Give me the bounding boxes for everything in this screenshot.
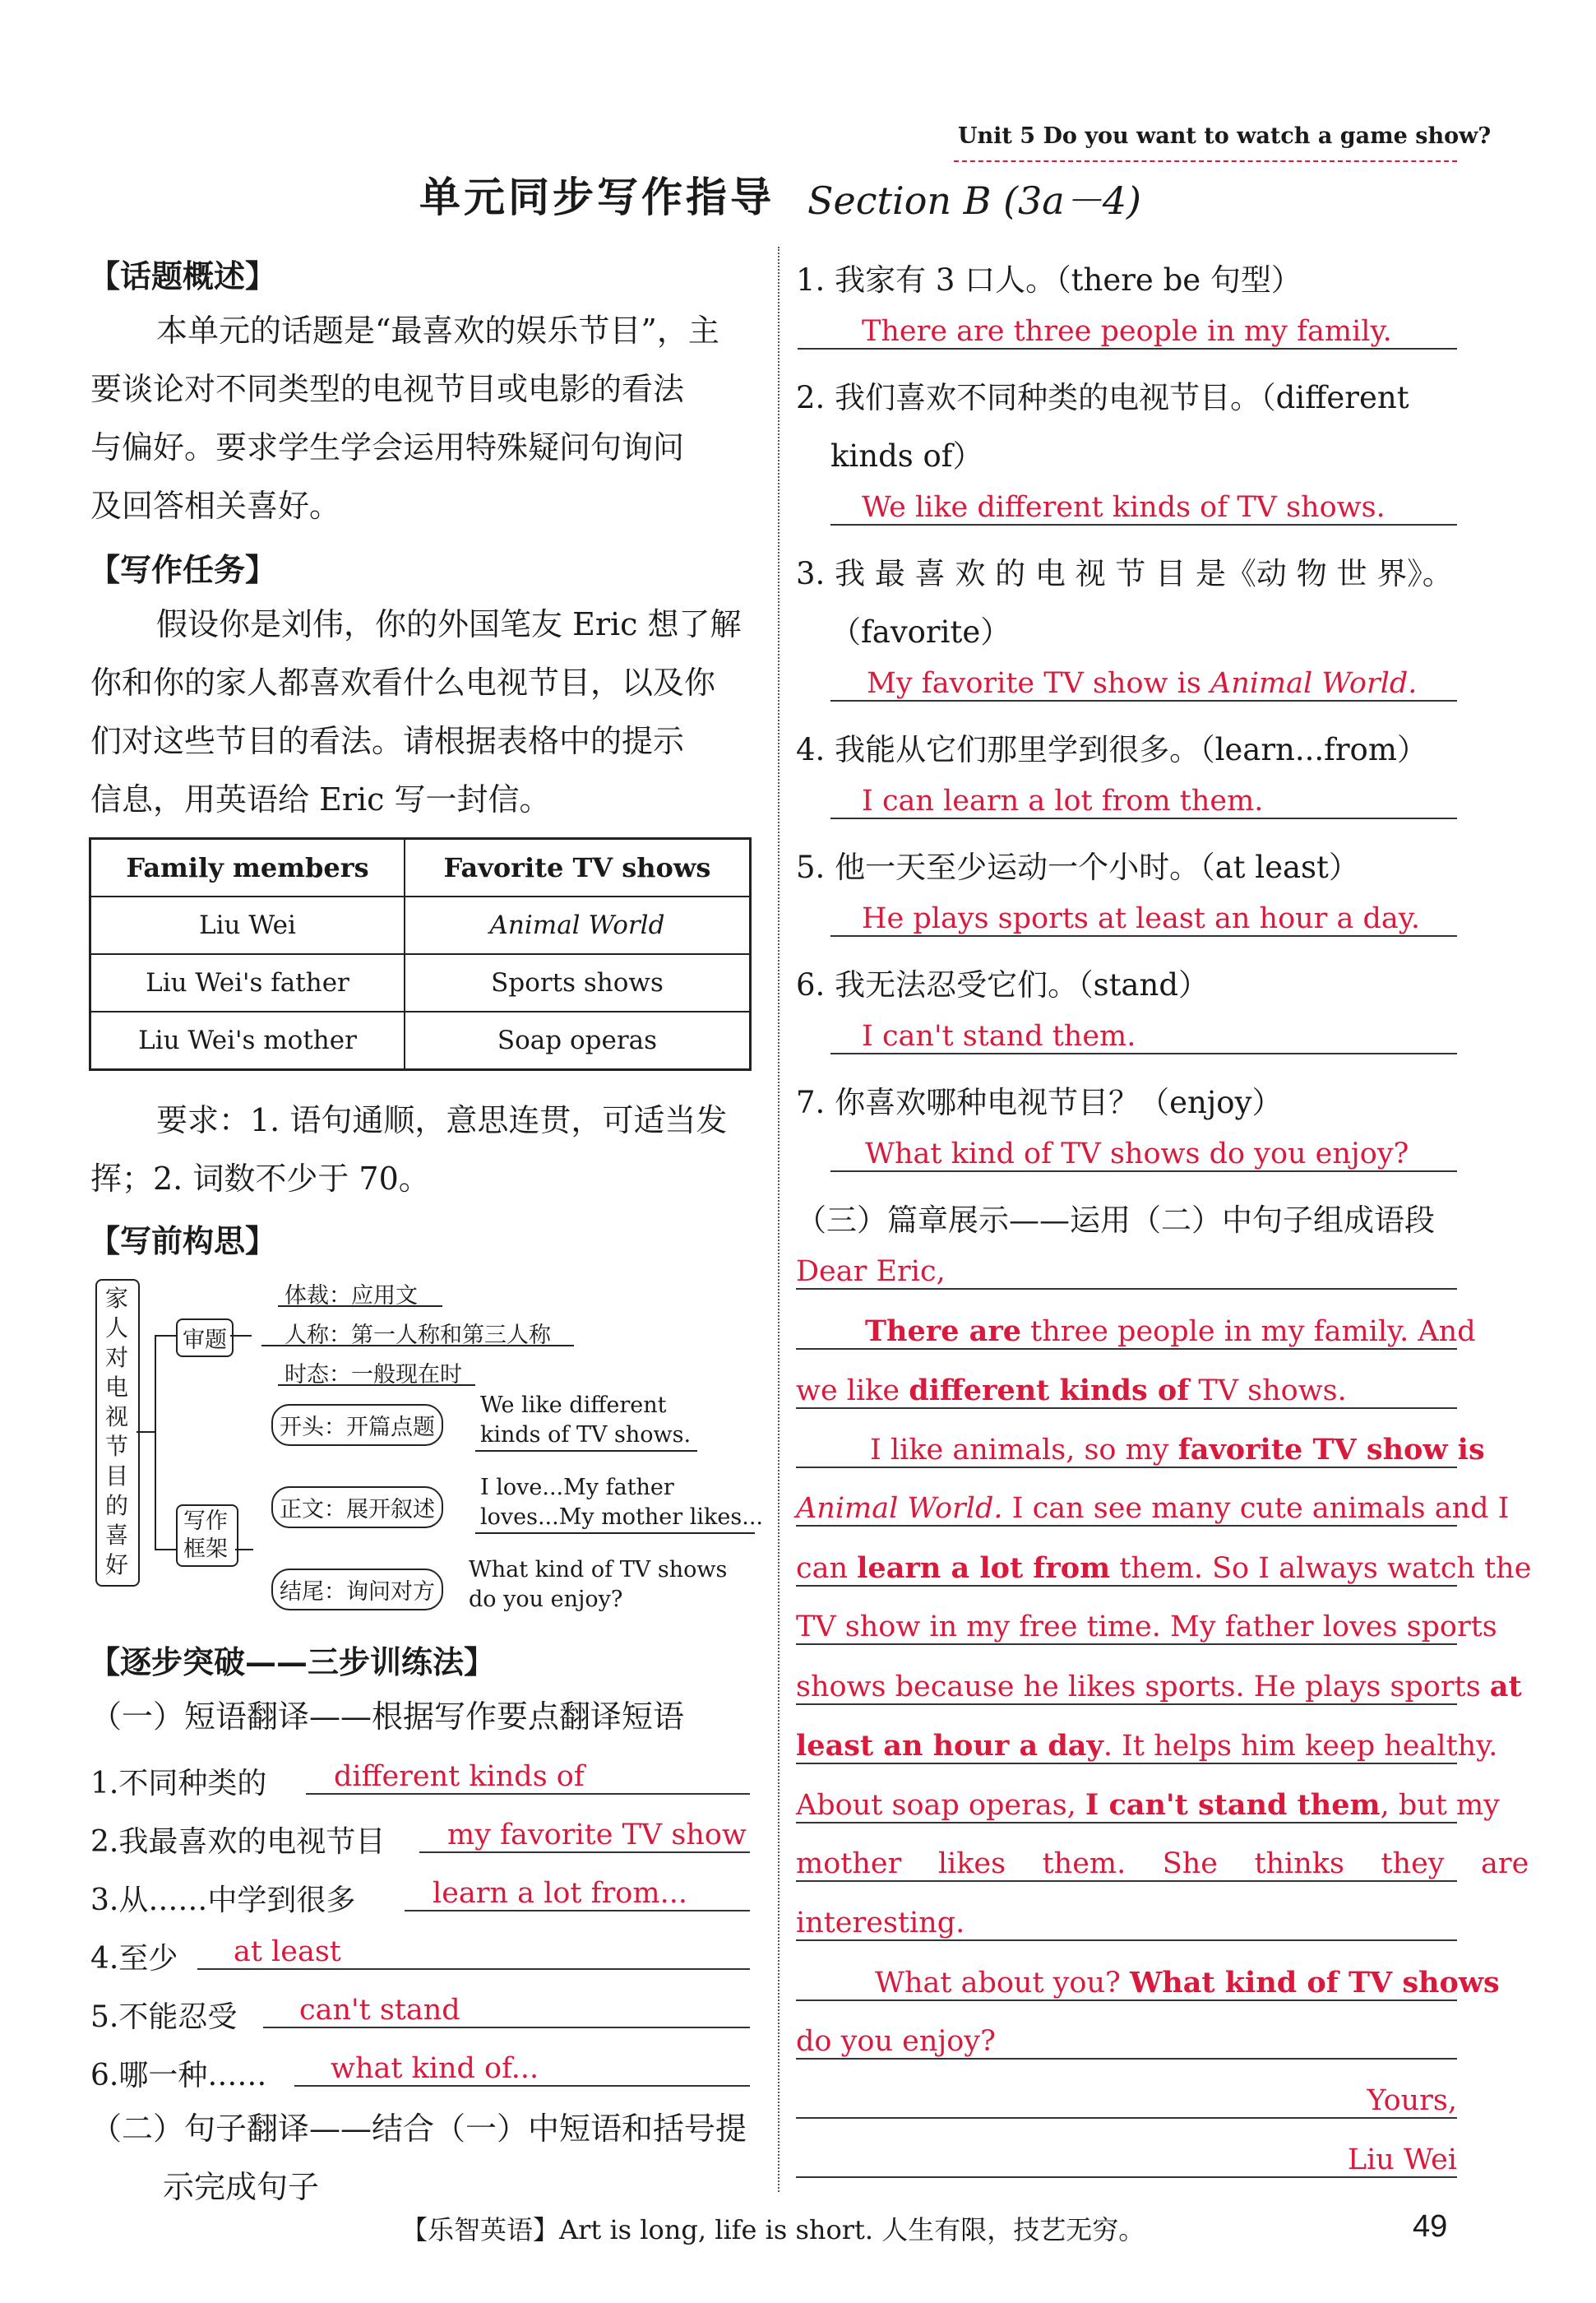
frame-note: I love...My father <box>480 1475 674 1500</box>
sentence-question <box>796 1077 1282 1122</box>
sentence-question-cont: kinds of） <box>830 438 983 474</box>
phrase-num: 5. <box>90 2000 119 2034</box>
footer-motto: 【乐智英语】Art is long, life is short. 人生有限，技艺无穷。 <box>401 2214 1145 2245</box>
letter-line <box>796 1788 1500 1823</box>
review-item: 体裁：应用文 <box>285 1283 418 1309</box>
sentence-answer: I can't stand them. <box>830 1020 1457 1054</box>
q-text: 我能从它们那里学到很多。（learn...from） <box>835 732 1427 767</box>
task-heading: 【写作任务】 <box>89 551 277 588</box>
phrase-prompt <box>90 2052 266 2094</box>
q-num: 3. <box>796 556 826 591</box>
phrase-prompt <box>90 1994 237 2036</box>
sentence-question <box>796 373 1409 417</box>
q-text: 我 最 喜 欢 的 电 视 节 目 是《动 物 世 界》。 <box>835 556 1453 591</box>
sentence-question <box>796 842 1359 887</box>
underline <box>475 1450 697 1452</box>
letter-text: can <box>796 1552 858 1585</box>
sentence-question-cont: （favorite） <box>830 614 1011 650</box>
table-cell: Liu Wei <box>90 897 405 954</box>
phrase-answer: at least <box>197 1935 750 1970</box>
root-char: 视 <box>105 1403 129 1430</box>
phrase-cn: 哪一种…… <box>118 2059 267 2092</box>
requirements-line: 要求：1. 语句通顺，意思连贯，可适当发 <box>156 1102 728 1138</box>
letter-line: interesting. <box>796 1907 1457 1941</box>
phrase-answer: what kind of... <box>294 2052 750 2087</box>
sentence-answer: I can learn a lot from them. <box>830 785 1457 819</box>
connector <box>155 1549 176 1550</box>
phrase-prompt <box>90 1877 355 1919</box>
q-num: 7. <box>796 1085 826 1120</box>
table-row <box>90 897 751 954</box>
root-char: 好 <box>105 1551 129 1578</box>
task-line: 们对这些节目的看法。请根据表格中的提示 <box>90 723 685 759</box>
letter-line <box>796 1492 1510 1527</box>
letter-line: TV show in my free time. My father loves sports <box>796 1610 1497 1643</box>
underline <box>278 1384 475 1386</box>
letter-line <box>796 1374 1457 1409</box>
table-header-row <box>90 839 751 897</box>
section-label: Section B (3a－4) <box>807 178 1141 223</box>
table-header: Family members <box>90 839 405 897</box>
mindmap-root <box>95 1279 140 1587</box>
table-cell: Soap operas <box>405 1012 751 1070</box>
task-line: 假设你是刘伟，你的外国笔友 Eric 想了解 <box>156 606 742 642</box>
phrase-num: 2. <box>90 1825 119 1859</box>
frame-item-box: 正文：展开叙述 <box>271 1486 443 1528</box>
phrase-prompt <box>90 1819 385 1860</box>
column-divider <box>778 247 779 2192</box>
connector <box>235 1549 253 1550</box>
table-cell: Animal World <box>405 897 751 954</box>
topic-line: 及回答相关喜好。 <box>90 488 341 524</box>
part1-heading: （一）短语翻译——根据写作要点翻译短语 <box>90 1698 685 1735</box>
q-num: 1. <box>796 262 826 298</box>
underline <box>261 1345 574 1346</box>
table-row <box>90 954 751 1012</box>
letter-text: I can see many cute animals and I <box>1002 1492 1510 1525</box>
sentence-answer: There are three people in my family. <box>798 315 1457 350</box>
sentence-question <box>796 255 1302 299</box>
review-box: 审题 <box>176 1318 234 1357</box>
frame-note: What kind of TV shows <box>469 1557 728 1582</box>
letter-line <box>796 1314 1476 1350</box>
underline <box>278 1305 442 1307</box>
phrase-num: 3. <box>90 1884 119 1917</box>
sentence-question <box>796 960 1209 1004</box>
root-char: 目 <box>105 1462 129 1490</box>
q-num: 6. <box>796 967 826 1003</box>
root-char: 的 <box>105 1492 129 1519</box>
frame-note: kinds of TV shows. <box>480 1422 692 1448</box>
connector <box>155 1335 156 1549</box>
phrase-answer: different kinds of <box>306 1760 750 1795</box>
sentence-answer: He plays sports at least an hour a day. <box>830 902 1457 937</box>
root-char: 家 <box>105 1285 129 1312</box>
root-char: 对 <box>105 1344 129 1371</box>
phrase-answer: my favorite TV show <box>419 1819 750 1853</box>
frame-note: do you enjoy? <box>469 1587 623 1612</box>
topic-line: 与偏好。要求学生学会运用特殊疑问句询问 <box>90 429 685 466</box>
letter-line: mother likes them. She thinks they are <box>796 1847 1529 1880</box>
frame-item-box: 开头：开篇点题 <box>271 1404 443 1446</box>
review-item: 人称：第一人称和第三人称 <box>285 1323 551 1348</box>
key-phrase: There are <box>865 1314 1022 1348</box>
prewriting-heading: 【写前构思】 <box>89 1222 277 1259</box>
phrase-num: 4. <box>90 1942 119 1976</box>
letter-greeting: Dear Eric, <box>796 1255 1457 1290</box>
tv-shows-table <box>89 837 752 1071</box>
table-row <box>90 1012 751 1070</box>
letter-text: I like animals, so my <box>870 1434 1178 1467</box>
steps-heading: 【逐步突破——三步训练法】 <box>89 1643 496 1680</box>
letter-line <box>796 1729 1498 1764</box>
sentence-answer: What kind of TV shows do you enjoy? <box>830 1138 1457 1172</box>
mindmap <box>89 1271 763 1612</box>
letter-text: What about you? <box>875 1967 1130 1999</box>
letter-text: TV shows. <box>1189 1374 1347 1407</box>
answer-italic: Animal World. <box>1210 667 1418 700</box>
letter-line <box>796 1433 1485 1468</box>
key-phrase: What kind of TV shows <box>1129 1966 1500 1999</box>
phrase-num: 6. <box>90 2059 119 2092</box>
sentence-answer: We like different kinds of TV shows. <box>830 491 1457 526</box>
topic-line: 要谈论对不同类型的电视节目或电影的看法 <box>90 371 685 407</box>
letter-closing: Yours, <box>796 2084 1457 2119</box>
phrase-answer: can't stand <box>263 1994 750 2028</box>
phrase-cn: 我最喜欢的电视节目 <box>118 1825 386 1859</box>
table-cell: Sports shows <box>405 954 751 1012</box>
page-number: 49 <box>1413 2209 1448 2244</box>
key-phrase: least an hour a day <box>796 1729 1103 1763</box>
q-num: 5. <box>796 850 826 885</box>
connector <box>155 1335 176 1337</box>
q-num: 2. <box>796 380 826 415</box>
root-char: 喜 <box>105 1522 129 1549</box>
letter-text: About soap operas, <box>796 1789 1085 1822</box>
phrase-cn: 至少 <box>118 1942 178 1976</box>
letter-signature: Liu Wei <box>796 2143 1457 2178</box>
sentence-question <box>796 725 1427 769</box>
letter-text: we like <box>796 1374 909 1407</box>
part2-heading: 示完成句子 <box>163 2169 320 2205</box>
phrase-num: 1. <box>90 1767 119 1800</box>
key-phrase: at <box>1489 1670 1522 1703</box>
connector <box>230 1335 252 1337</box>
q-text: 你喜欢哪种电视节目？（enjoy） <box>835 1085 1283 1120</box>
frame-note: loves...My mother likes... <box>480 1504 763 1530</box>
review-item: 时态：一般现在时 <box>285 1362 462 1388</box>
task-line: 你和你的家人都喜欢看什么电视节目，以及你 <box>90 665 716 701</box>
letter-line: do you enjoy? <box>796 2025 1457 2060</box>
connector <box>136 1431 155 1433</box>
topic-line: 本单元的话题是“最喜欢的娱乐节目”，主 <box>156 313 719 349</box>
requirements-line: 挥；2. 词数不少于 70。 <box>90 1161 430 1197</box>
root-char: 电 <box>105 1374 129 1401</box>
key-phrase: favorite TV show is <box>1177 1433 1485 1467</box>
key-phrase: different kinds of <box>909 1374 1190 1407</box>
sentence-answer <box>830 667 1457 702</box>
letter-text: three people in my family. And <box>1021 1315 1476 1348</box>
underline <box>475 1532 755 1534</box>
part2-heading: （二）句子翻译——结合（一）中短语和括号提 <box>90 2111 747 2147</box>
table-cell: Liu Wei's father <box>90 954 405 1012</box>
sentence-question <box>796 549 1453 593</box>
phrase-cn: 不能忍受 <box>118 2000 238 2034</box>
frame-box <box>176 1504 238 1567</box>
root-char: 节 <box>105 1433 129 1460</box>
frame-item-box: 结尾：询问对方 <box>271 1569 443 1610</box>
q-text: 他一天至少运动一个小时。（at least） <box>835 850 1359 885</box>
phrase-answer: learn a lot from... <box>405 1877 750 1911</box>
topic-heading: 【话题概述】 <box>89 257 277 294</box>
table-cell: Liu Wei's mother <box>90 1012 405 1070</box>
passage-heading: （三）篇章展示——运用（二）中句子组成语段 <box>796 1202 1435 1238</box>
frame-label: 写作框架 <box>183 1508 228 1562</box>
letter-text: , but my <box>1380 1789 1500 1822</box>
frame-note: We like different <box>480 1392 667 1418</box>
key-phrase: I can't stand them <box>1085 1788 1381 1822</box>
letter-line <box>796 1670 1522 1705</box>
root-char: 人 <box>105 1314 129 1341</box>
letter-text: shows because he likes sports. He plays sports <box>796 1670 1490 1703</box>
q-text: 我无法忍受它们。（stand） <box>835 967 1210 1003</box>
phrase-prompt <box>90 1760 266 1802</box>
letter-italic: Animal World. <box>796 1492 1003 1525</box>
table-header: Favorite TV shows <box>405 839 751 897</box>
q-text: 我家有 3 口人。（there be 句型） <box>835 262 1302 298</box>
letter-line <box>796 1551 1532 1587</box>
letter-text: . It helps him keep healthy. <box>1103 1730 1498 1763</box>
phrase-cn: 从……中学到很多 <box>118 1884 356 1917</box>
key-phrase: learn a lot from <box>857 1551 1111 1585</box>
task-line: 信息，用英语给 Eric 写一封信。 <box>90 781 551 818</box>
letter-text: them. So I always watch the <box>1110 1552 1532 1585</box>
page-title: 单元同步写作指导 <box>419 173 775 221</box>
answer-text: My favorite TV show is <box>867 667 1210 700</box>
unit-header: Unit 5 Do you want to watch a game show? <box>958 123 1492 149</box>
phrase-prompt <box>90 1935 178 1977</box>
q-text: 我们喜欢不同种类的电视节目。（different <box>835 380 1409 415</box>
phrase-cn: 不同种类的 <box>118 1767 267 1800</box>
letter-line <box>796 1966 1500 2001</box>
header-rule <box>954 160 1457 162</box>
q-num: 4. <box>796 732 826 767</box>
